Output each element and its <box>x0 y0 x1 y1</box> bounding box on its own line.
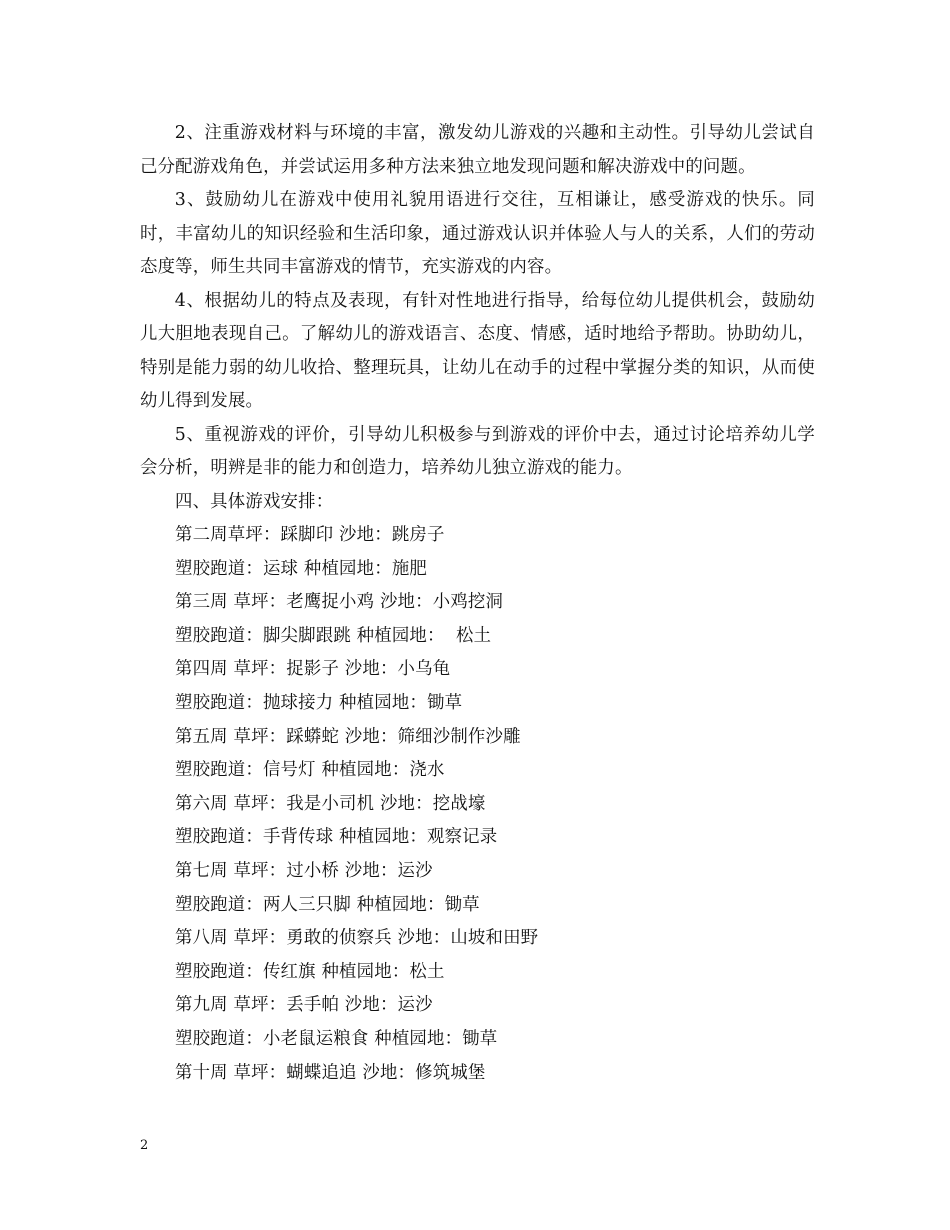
schedule-line: 第六周 草坪：我是小司机 沙地：挖战壕 <box>175 793 486 814</box>
paragraph-3: 3、鼓励幼儿在游戏中使用礼貌用语进行交往，互相谦让，感受游戏的快乐。同时，丰富幼儿的知识经验和生活印象，通过游戏认识并体验人与人的关系，人们的劳动态度等，师生共同丰富游戏的情节，充实游戏的内容。 <box>140 190 815 277</box>
schedule-line: 塑胶跑道：抛球接力 种植园地：锄草 <box>175 693 463 714</box>
schedule-line: 第九周 草坪：丢手帕 沙地：运沙 <box>175 995 433 1016</box>
schedule-line: 塑胶跑道：运球 种植园地：施肥 <box>175 558 427 579</box>
paragraph-4: 4、根据幼儿的特点及表现，有针对性地进行指导，给每位幼儿提供机会，鼓励幼儿大胆地表现自己。了解幼儿的游戏语言、态度、情感，适时地给予帮助。协助幼儿，特别是能力弱的幼儿收拾、整理玩具，让幼儿在动手的过程中掌握分类的知识，从而使幼儿得到发展。 <box>140 290 815 411</box>
schedule-line: 塑胶跑道：脚尖脚跟跳 种植园地： 松土 <box>175 625 492 646</box>
page-body <box>140 117 815 1090</box>
schedule-line: 塑胶跑道：手背传球 种植园地：观察记录 <box>175 827 498 848</box>
schedule-line: 塑胶跑道：两人三只脚 种植园地：锄草 <box>175 894 480 915</box>
schedule-line: 塑胶跑道：信号灯 种植园地：浇水 <box>175 760 445 781</box>
schedule-line: 第二周草坪：踩脚印 沙地：跳房子 <box>175 525 445 546</box>
schedule-line: 第三周 草坪：老鹰捉小鸡 沙地：小鸡挖洞 <box>175 592 504 613</box>
schedule-line: 第十周 草坪：蝴蝶追追 沙地：修筑城堡 <box>175 1062 486 1083</box>
schedule-line: 塑胶跑道：小老鼠运粮食 种植园地：锄草 <box>175 1029 498 1049</box>
section-heading-schedule: 四、具体游戏安排： <box>175 491 334 512</box>
schedule-line: 第五周 草坪：踩蟒蛇 沙地：筛细沙制作沙雕 <box>175 726 521 747</box>
schedule-line: 第四周 草坪：捉影子 沙地：小乌龟 <box>175 659 451 680</box>
schedule-line: 第七周 草坪：过小桥 沙地：运沙 <box>175 861 433 882</box>
paragraph-2: 2、注重游戏材料与环境的丰富，激发幼儿游戏的兴趣和主动性。引导幼儿尝试自己分配游戏角色，并尝试运用多种方法来独立地发现问题和解决游戏中的问题。 <box>140 123 815 177</box>
page-number: 2 <box>140 1138 149 1153</box>
paragraph-5: 5、重视游戏的评价，引导幼儿积极参与到游戏的评价中去，通过讨论培养幼儿学会分析，明辨是非的能力和创造力，培养幼儿独立游戏的能力。 <box>140 424 815 478</box>
schedule-line: 塑胶跑道：传红旗 种植园地：松土 <box>175 961 445 982</box>
schedule-line: 第八周 草坪：勇敢的侦察兵 沙地：山坡和田野 <box>175 928 539 949</box>
